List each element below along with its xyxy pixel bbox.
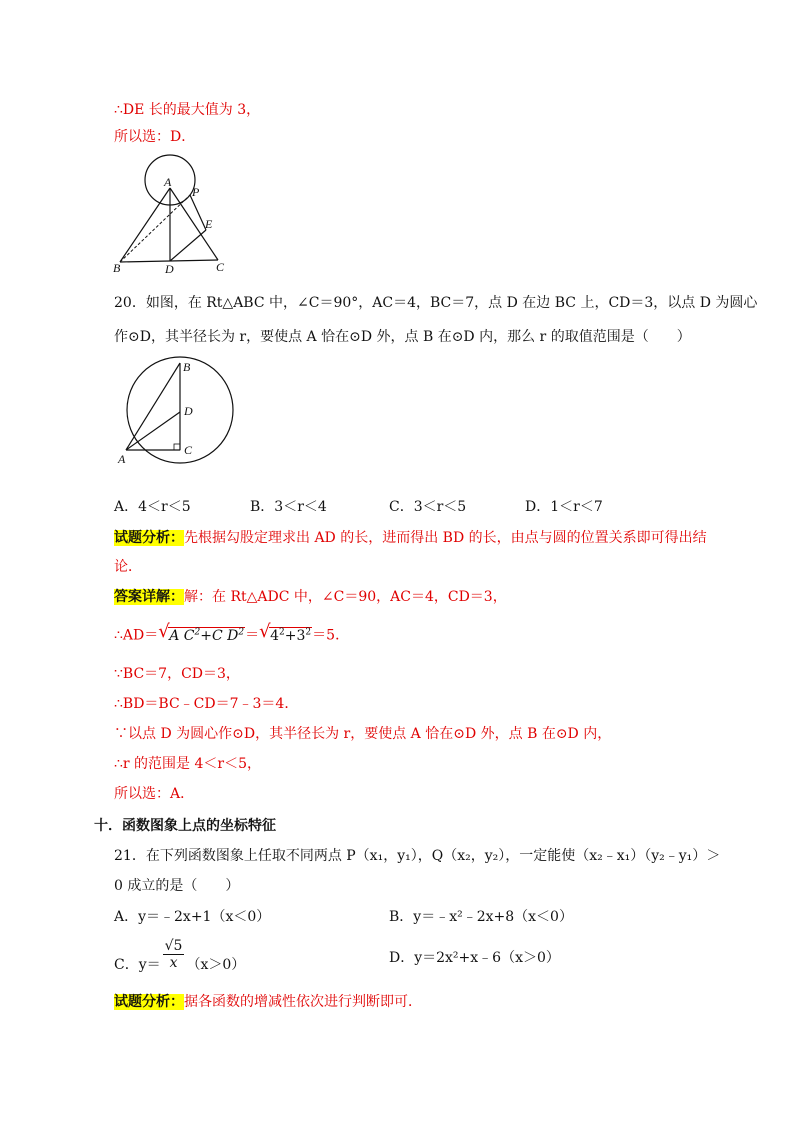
q21-option-d: D．y＝2x²+x﹣6（x＞0）: [389, 950, 560, 966]
q20-stem-line2: 作⊙D，其半径长为 r，要使点 A 恰在⊙D 外，点 B 在⊙D 内，那么 r 的取值范围是（ ）: [114, 329, 691, 345]
q21-option-c: [114, 938, 245, 978]
radical-2: √ $4^2+3^2$: [259, 621, 312, 644]
q20-option-d: D．1＜r＜7: [525, 499, 603, 515]
plus: +: [200, 627, 212, 644]
answer-tag: 答案详解：: [114, 589, 184, 605]
optc-fraction: [163, 938, 185, 971]
sup: 2: [305, 627, 312, 637]
optc-suffix: （x＞0）: [186, 956, 246, 973]
rad2-b: +3: [284, 627, 306, 644]
prev-conclusion: ∴DE 长的最大值为 3，: [114, 102, 261, 118]
label-B: B: [183, 360, 191, 374]
label-C: C: [184, 443, 193, 457]
optc-den: x: [169, 955, 178, 971]
q20-stem-line1: 20．如图，在 Rt△ABC 中，∠C＝90°，AC＝4，BC＝7，点 D 在边 BC 上，CD＝3，以点 D 为圆心: [114, 295, 758, 311]
label-E: E: [205, 217, 213, 231]
sup: 2: [279, 627, 285, 637]
q20-line-choice: 所以选：A．: [114, 786, 195, 802]
label-A: A: [118, 452, 126, 466]
q20-analysis: [114, 528, 707, 548]
q20-option-a: A．4＜r＜5: [114, 499, 191, 515]
optc-num: √5: [164, 938, 183, 954]
formula-prefix: ∴AD＝: [114, 627, 159, 644]
q21-stem-line2: 0 成立的是（ ）: [114, 878, 240, 894]
analysis-tag: 试题分析：: [114, 994, 184, 1010]
rad1-a: A C: [169, 627, 195, 644]
q21-stem-line1: 21．在下列函数图象上任取不同两点 P（x₁，y₁），Q（x₂，y₂），一定能使（x₂﹣x₁）（y₂﹣y₁）＞: [114, 848, 721, 864]
label-P: P: [192, 185, 200, 199]
q20-line-circle: ∵以点 D 为圆心作⊙D，其半径长为 r，要使点 A 恰在⊙D 外，点 B 在⊙D 内，: [114, 726, 612, 742]
prev-choice: 所以选：D．: [114, 129, 196, 145]
q20-answer: [114, 587, 507, 607]
radical-1: √ A $C^2+C$ $D^2$: [158, 621, 245, 644]
analysis-text: 先根据勾股定理求出 AD 的长，进而得出 BD 的长，由点与圆的位置关系即可得出结: [184, 530, 707, 546]
label-A: A: [164, 175, 172, 189]
label-D: D: [165, 262, 174, 275]
eq: ＝: [245, 627, 260, 644]
q20-ad-formula: [114, 618, 349, 646]
label-B: B: [113, 261, 121, 275]
label-D: D: [184, 404, 193, 418]
q21-option-a: A．y＝﹣2x+1（x＜0）: [114, 909, 271, 925]
q20-option-b: B．3＜r＜4: [250, 499, 327, 515]
q21-analysis: [114, 992, 422, 1012]
q20-analysis-cont: 论．: [114, 559, 142, 575]
rad1-b: C D: [212, 627, 239, 644]
figure-circle-D: [110, 355, 240, 470]
q20-line-bd: ∴BD＝BC﹣CD＝7﹣3＝4．: [114, 696, 299, 712]
label-C: C: [216, 260, 225, 274]
analysis-text: 据各函数的增减性依次进行判断即可．: [184, 994, 422, 1010]
sup: 2: [194, 627, 201, 637]
section-title: 十．函数图象上点的坐标特征: [94, 818, 276, 834]
q20-option-c: C．3＜r＜5: [389, 499, 467, 515]
figure-triangle-circle: [110, 150, 240, 275]
q21-option-b: B．y＝﹣x²﹣2x+8（x＜0）: [389, 909, 573, 925]
sup: 2: [238, 627, 245, 637]
answer-line1: 解：在 Rt△ADC 中，∠C＝90，AC＝4，CD＝3，: [184, 589, 507, 605]
optc-prefix: C．y＝: [114, 956, 161, 973]
q20-line-bc: ∵BC＝7，CD＝3，: [114, 666, 240, 682]
result: ＝5．: [312, 627, 350, 644]
q20-line-range: ∴r 的范围是 4＜r＜5，: [114, 756, 262, 772]
rad2-a: 4: [270, 627, 280, 644]
analysis-tag: 试题分析：: [114, 530, 184, 546]
